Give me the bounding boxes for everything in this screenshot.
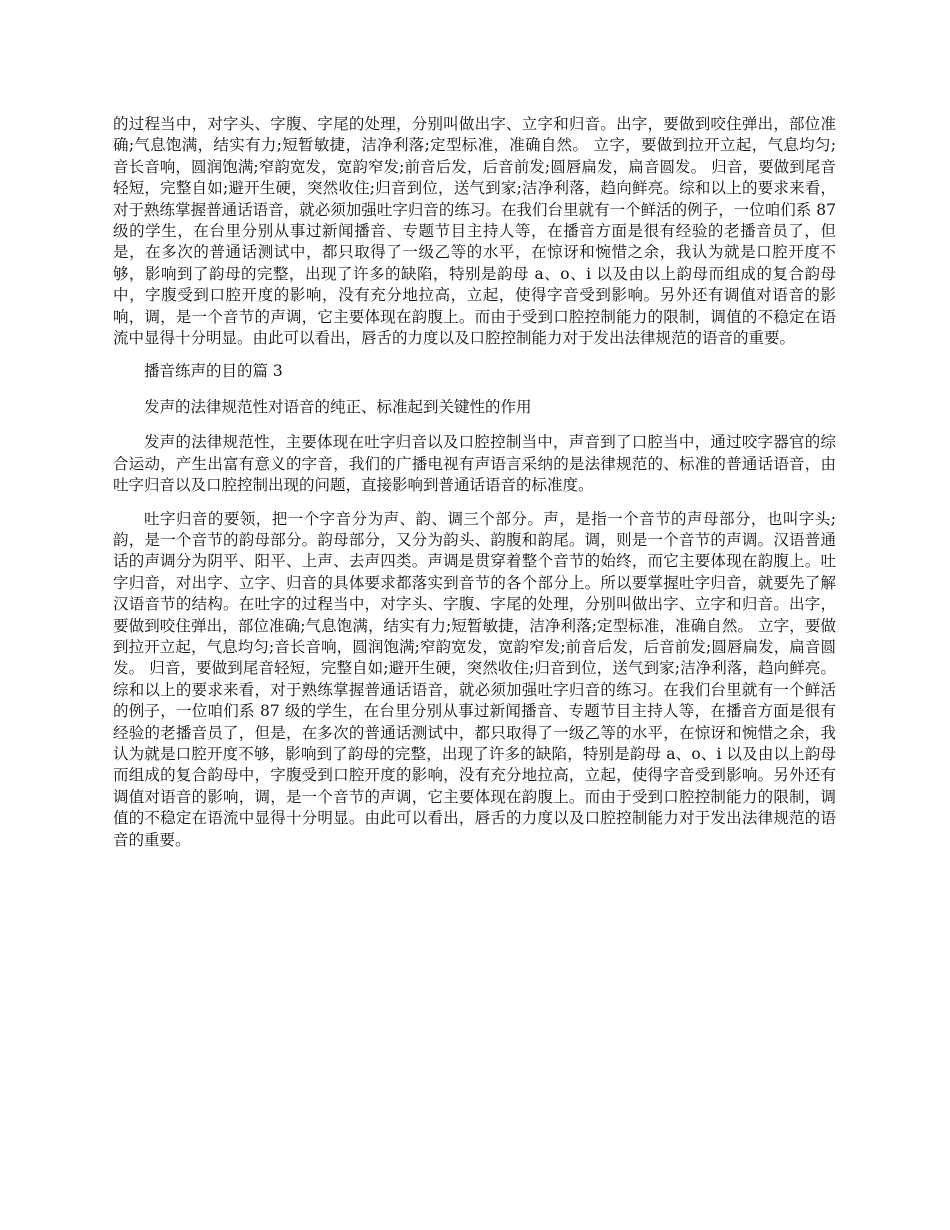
- paragraph-body: 吐字归音的要领，把一个字音分为声、韵、调三个部分。声，是指一个音节的声母部分，也叫字头;韵，是一个音节的韵母部分。韵母部分，又分为韵头、韵腹和韵尾。调，则是一个音节的声调。汉语普通话的声调分为阴平、阳平、上声、去声四类。声调是贯穿着整个音节的始终，而它主要体现在韵腹上。吐字归音，对出字、立字、归音的具体要求都落实到音节的各个部分上。所以要掌握吐字归音，就要先了解汉语音节的结构。在吐字的过程当中，对字头、字腹、字尾的处理，分别叫做出字、立字和归音。出字，要做到咬住弹出，部位准确;气息饱满，结实有力;短暂敏捷，洁净利落;定型标准，准确自然。 立字，要做到拉开立起，气息均匀;音长音响，圆润饱满;窄韵宽发，宽韵窄发;前音后发，后音前发;圆唇扁发，扁音圆发。 归音，要做到尾音轻短，完整自如;避开生硬，突然收住;归音到位，送气到家;洁净利落，趋向鲜亮。综和以上的要求来看，对于熟练掌握普通话语音，就必须加强吐字归音的练习。在我们台里就有一个鲜活的例子，一位咱们系 87 级的学生，在台里分别从事过新闻播音、专题节目主持人等，在播音方面是很有经验的老播音员了，但是，在多次的普通话测试中，都只取得了一级乙等的水平，在惊讶和惋惜之余，我认为就是口腔开度不够，影响到了韵母的完整，出现了许多的缺陷，特别是韵母 a、o、i 以及由以上韵母而组成的复合韵母中，字腹受到口腔开度的影响，没有充分地拉高，立起，使得字音受到影响。另外还有调值对语音的影响，调，是一个音节的声调，它主要体现在韵腹上。而由于受到口腔控制能力的限制，调值的不稳定在语流中显得十分明显。由此可以看出，唇舌的力度以及口腔控制能力对于发出法律规范的语音的重要。: [113, 509, 836, 849]
- paragraph-intro: 发声的法律规范性，主要体现在吐字归音以及口腔控制当中，声音到了口腔当中，通过咬字器官的综合运动，产生出富有意义的字音，我们的广播电视有声语言采纳的是法律规范的、标准的普通话语音，由吐字归音以及口腔控制出现的问题，直接影响到普通话语音的标准度。: [113, 433, 836, 495]
- subsection-heading: 发声的法律规范性对语音的纯正、标准起到关键性的作用: [144, 397, 532, 416]
- document-page: [113, 114, 836, 863]
- section-heading: 播音练声的目的篇 3: [144, 362, 283, 381]
- paragraph-continued: 的过程当中，对字头、字腹、字尾的处理，分别叫做出字、立字和归音。出字，要做到咬住弹出，部位准确;气息饱满，结实有力;短暂敏捷，洁净利落;定型标准，准确自然。 立字，要做到拉开立起，气息均匀;音长音响，圆润饱满;窄韵宽发，宽韵窄发;前音后发，后音前发;圆唇扁发，扁音圆发。 归音，要做到尾音轻短，完整自如;避开生硬，突然收住;归音到位，送气到家;洁净利落，趋向鲜亮。综和以上的要求来看，对于熟练掌握普通话语音，就必须加强吐字归音的练习。在我们台里就有一个鲜活的例子，一位咱们系 87 级的学生，在台里分别从事过新闻播音、专题节目主持人等，在播音方面是很有经验的老播音员了，但是，在多次的普通话测试中，都只取得了一级乙等的水平，在惊讶和惋惜之余，我认为就是口腔开度不够，影响到了韵母的完整，出现了许多的缺陷，特别是韵母 a、o、i 以及由以上韵母而组成的复合韵母中，字腹受到口腔开度的影响，没有充分地拉高，立起，使得字音受到影响。另外还有调值对语音的影响，调，是一个音节的声调，它主要体现在韵腹上。而由于受到口腔控制能力的限制，调值的不稳定在语流中显得十分明显。由此可以看出，唇舌的力度以及口腔控制能力对于发出法律规范的语音的重要。: [113, 115, 836, 348]
